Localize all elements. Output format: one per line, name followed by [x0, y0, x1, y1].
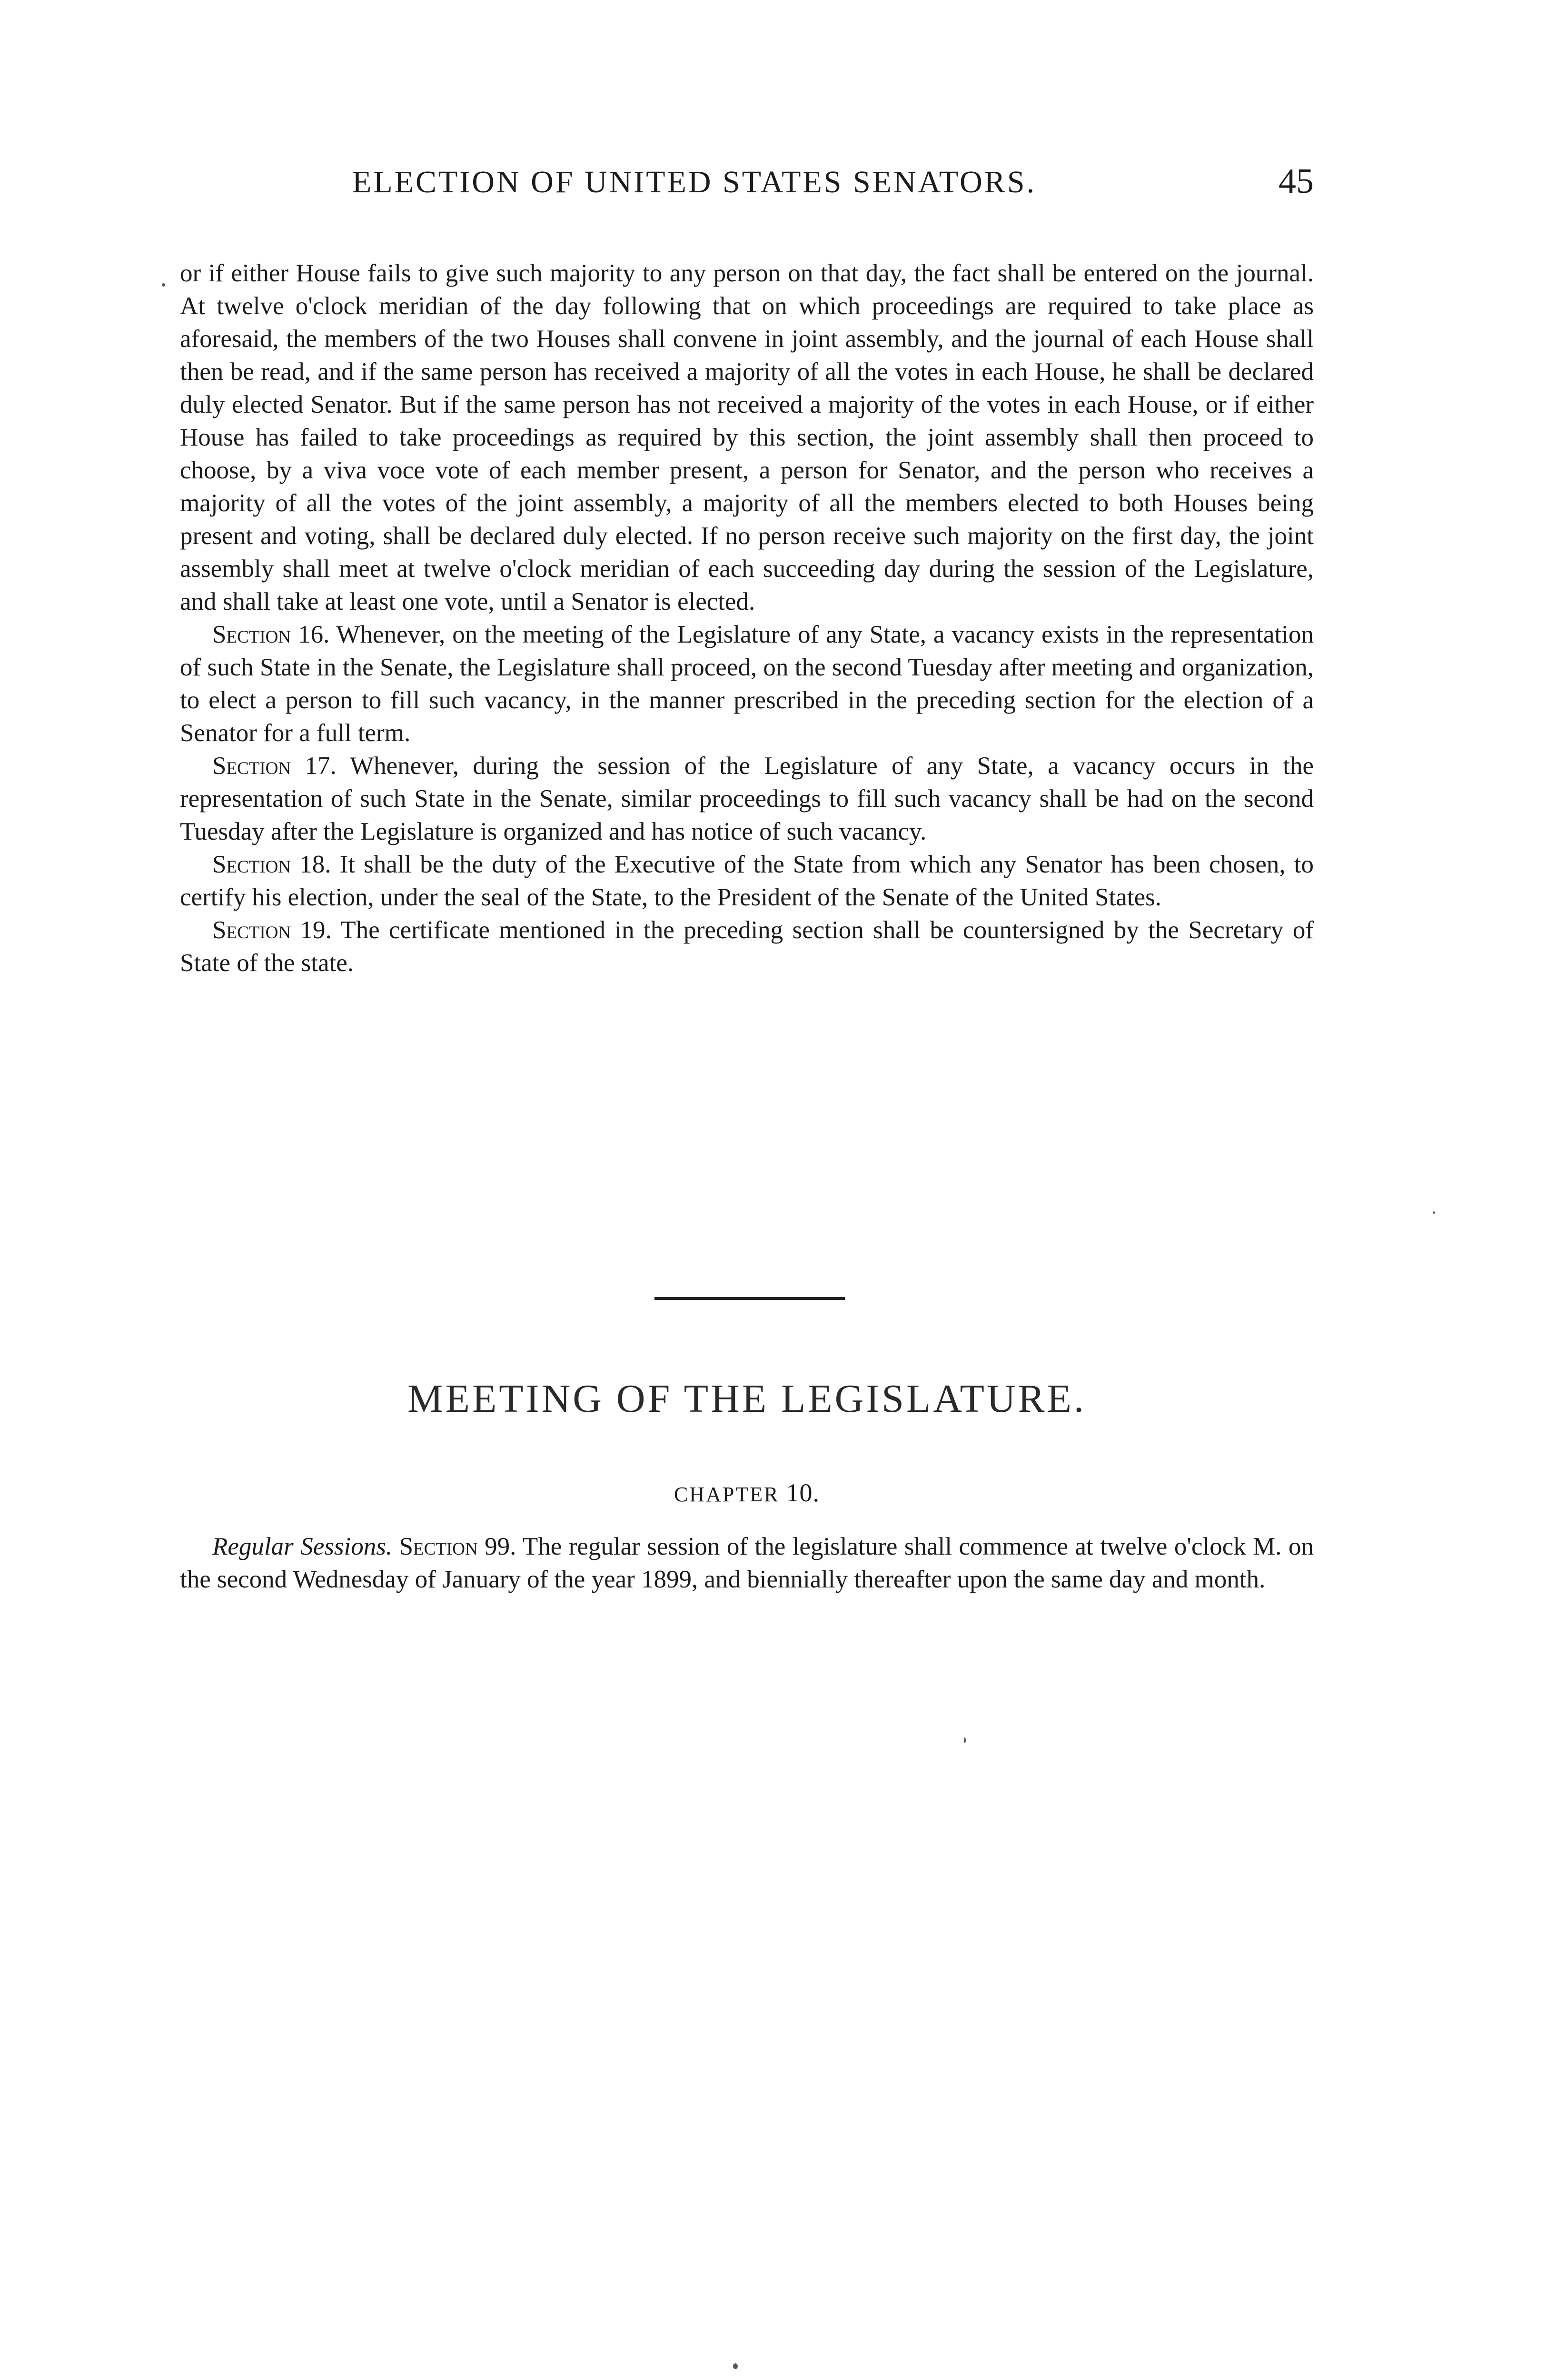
section-16-label: Section 16. [212, 621, 330, 648]
section-16-text: Whenever, on the meeting of the Legislature of any State, a vacancy exists in the representation of such State in the Senate, the Legislature shall proceed, on the second Tuesday after meeting and organization, to elect a person to fill such vacancy, in the manner prescribed in the preceding section for the election of a Senator for a full term. [180, 621, 1314, 747]
page-number: 45 [1278, 162, 1314, 201]
section-19-text: The certificate mentioned in the preceding section shall be countersigned by the Secretary of State of the state. [180, 916, 1314, 977]
running-title: ELECTION OF UNITED STATES SENATORS. [352, 165, 1037, 199]
section-17-text: Whenever, during the session of the Legislature of any State, a vacancy occurs in the representation of such State in the Senate, similar proceedings to fill such vacancy shall be had on the second Tuesday after the Legislature is organized and has notice of such vacancy. [180, 752, 1314, 845]
print-speck [733, 2363, 738, 2369]
section-99-paragraph [180, 1530, 1314, 1596]
section-18-paragraph [180, 848, 1314, 914]
section-divider-rule [654, 1297, 845, 1300]
running-head [181, 164, 1314, 207]
print-speck [1433, 1211, 1435, 1214]
section-18-text: It shall be the duty of the Executive of the State from which any Senator has been chosen, to certify his election, under the seal of the State, to the President of the Senate of the United States. [180, 851, 1314, 911]
print-speck [162, 283, 165, 287]
senators-text-block [180, 257, 1314, 980]
regular-sessions-side-title: Regular Sessions. [212, 1533, 393, 1560]
section-17-paragraph [180, 750, 1314, 848]
chapter-label [180, 1478, 1314, 1507]
legislature-heading: MEETING OF THE LEGISLATURE. [407, 1377, 1086, 1421]
continuation-text: or if either House fails to give such majority to any person on that day, the fact shall be entered on the journal. At twelve o'clock meridian of the day following that on which proceedings are required to take place as aforesaid, the members of the two Houses shall convene in joint assembly, and the journal of each House shall then be read, and if the same person has received a majority of all the votes in each House, he shall be declared duly elected Senator. But if the same person has not received a majority of the votes in each House, or if either House has failed to take proceedings as required by this section, the joint assembly shall then proceed to choose, by a viva voce vote of each member present, a person for Senator, and the person who receives a majority of all the votes of the joint assembly, a majority of all the members elected to both Houses being present and voting, shall be declared duly elected. If no person receive such majority on the first day, the joint assembly shall meet at twelve o'clock meridian of each succeeding day during the session of the Legislature, and shall take at least one vote, until a Senator is elected. [180, 259, 1314, 615]
section-17-label: Section 17. [212, 752, 337, 780]
section-16-paragraph [180, 618, 1314, 750]
regular-sessions-block [180, 1530, 1314, 1596]
section-99-label: Section 99. [399, 1533, 516, 1560]
section-19-paragraph [180, 914, 1314, 980]
section-19-label: Section 19. [212, 916, 332, 944]
chapter-word: CHAPTER [674, 1483, 780, 1506]
section-18-label: Section 18. [212, 851, 331, 878]
print-speck [964, 1737, 966, 1743]
chapter-number: 10. [786, 1478, 820, 1507]
continuation-paragraph [180, 257, 1314, 618]
section-99-text: The regular session of the legislature shall commence at twelve o'clock M. on the second Wednesday of January of the year 1899, and biennially thereafter upon the same day and month. [180, 1533, 1314, 1593]
